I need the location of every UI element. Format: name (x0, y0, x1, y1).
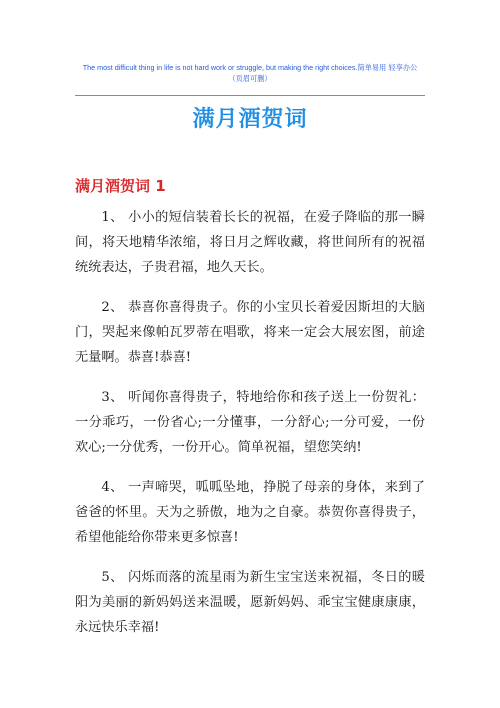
paragraph-1: 1、 小小的短信装着长长的祝福，在爱子降临的那一瞬间，将天地精华浓缩，将日月之辉收藏，将世间所有的祝福统统表达，子贵君福，地久天长。 (75, 210, 425, 275)
page-title: 满月酒贺词 (192, 107, 308, 132)
header-slogan: 简单易用 轻享办公 (357, 63, 418, 72)
page-header (60, 62, 440, 84)
paragraph-4: 4、 一声啼哭，呱呱坠地，挣脱了母亲的身体，来到了爸爸的怀里。天为之骄傲，地为之自豪。恭贺你喜得贵子，希望他能给你带来更多惊喜! (75, 480, 425, 545)
header-english-quote: The most difficult thing in life is not hard work or struggle, but making the right choices. (82, 63, 358, 72)
header-divider (75, 95, 425, 96)
body-content (75, 205, 425, 655)
paragraph-3: 3、 听闻你喜得贵子，特地给你和孩子送上一份贺礼：一分乖巧，一份省心;一分懂事，一分舒心;一分可爱，一份欢心;一分优秀，一份开心。简单祝福，望您笑纳! (75, 390, 425, 455)
paragraph-5: 5、 闪烁而落的流星雨为新生宝宝送来祝福，冬日的暖阳为美丽的新妈妈送来温暖，愿新妈妈、乖宝宝健康康康，永远快乐幸福! (75, 570, 425, 635)
section-heading: 满月酒贺词 1 (75, 177, 166, 195)
paragraph-2: 2、 恭喜你喜得贵子。你的小宝贝长着爱因斯坦的大脑门，哭起来像帕瓦罗蒂在唱歌，将来一定会大展宏图，前途无量啊。恭喜!恭喜! (75, 300, 425, 365)
header-note: （页眉可删） (228, 74, 272, 83)
